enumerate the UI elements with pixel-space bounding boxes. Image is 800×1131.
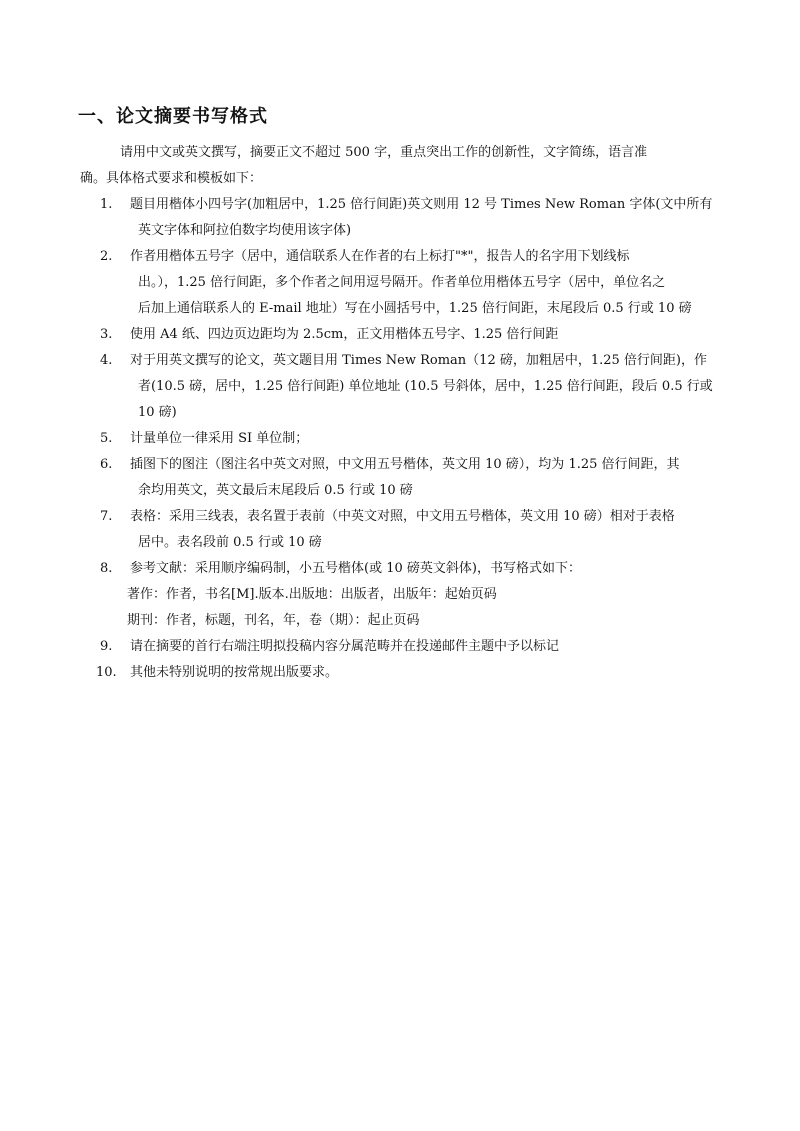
list-item-line: 作者用楷体五号字（居中，通信联系人在作者的右上标打"*"，报告人的名字用下划线标 bbox=[130, 249, 630, 264]
list-item-line: 居中。表名段前 0.5 行或 10 磅 bbox=[138, 535, 322, 550]
list-item-line: 余均用英文，英文最后末尾段后 0.5 行或 10 磅 bbox=[138, 483, 413, 498]
list-item-number: 4. bbox=[100, 353, 113, 368]
list-item bbox=[96, 660, 730, 686]
list-item-line: 插图下的图注（图注名中英文对照，中文用五号楷体，英文用 10 磅），均为 1.25 倍行间距，其 bbox=[130, 457, 680, 472]
format-requirements-list-tail bbox=[96, 634, 730, 686]
list-item-line: 请在摘要的首行右端注明拟投稿内容分属范畴并在投递邮件主题中予以标记 bbox=[130, 639, 560, 654]
list-item-number: 3. bbox=[100, 327, 113, 342]
list-item-number: 6. bbox=[100, 457, 113, 472]
intro-paragraph bbox=[80, 140, 730, 192]
list-item bbox=[100, 556, 730, 582]
list-item-number: 8. bbox=[100, 561, 113, 576]
list-item bbox=[100, 452, 730, 504]
intro-line-2: 确。具体格式要求和模板如下： bbox=[80, 171, 263, 186]
list-item-line: 计量单位一律采用 SI 单位制； bbox=[130, 431, 309, 446]
document-body bbox=[80, 140, 730, 686]
list-item-number: 7. bbox=[100, 509, 113, 524]
list-item-line: 使用 A4 纸、四边页边距均为 2.5cm，正文用楷体五号字、1.25 倍行间距 bbox=[130, 327, 559, 342]
list-item-number: 9. bbox=[100, 639, 113, 654]
list-item-line: 对于用英文撰写的论文，英文题目用 Times New Roman（12 磅，加粗居中，1.25 倍行间距)，作 bbox=[130, 353, 708, 368]
list-item-line: 英文字体和阿拉伯数字均使用该字体) bbox=[138, 223, 352, 238]
list-item-number: 1. bbox=[100, 197, 113, 212]
list-item-line: 者(10.5 磅，居中，1.25 倍行间距) 单位地址 (10.5 号斜体，居中，1.25 倍行间距，段后 0.5 行或 bbox=[138, 379, 713, 394]
section-heading: 一、论文摘要书写格式 bbox=[78, 106, 268, 127]
list-item-number: 2. bbox=[100, 249, 113, 264]
list-item bbox=[100, 426, 730, 452]
list-item bbox=[100, 504, 730, 556]
list-item-line: 其他未特别说明的按常规出版要求。 bbox=[130, 665, 339, 680]
list-item-number: 5. bbox=[100, 431, 113, 446]
reference-example-book: 著作：作者，书名[M].版本.出版地：出版者，出版年：起始页码 bbox=[127, 587, 497, 602]
list-item-line: 出。），1.25 倍行间距，多个作者之间用逗号隔开。作者单位用楷体五号字（居中，单位名之 bbox=[138, 275, 666, 290]
reference-example-journal: 期刊：作者，标题，刊名，年，卷（期）：起止页码 bbox=[127, 613, 420, 628]
list-item bbox=[100, 322, 730, 348]
format-requirements-list bbox=[100, 192, 730, 582]
list-item bbox=[100, 192, 730, 244]
list-item bbox=[100, 244, 730, 322]
list-item-number: 10. bbox=[96, 665, 117, 680]
list-item-line: 参考文献：采用顺序编码制，小五号楷体(或 10 磅英文斜体)，书写格式如下： bbox=[130, 561, 581, 576]
list-item bbox=[100, 348, 730, 426]
list-item-line: 后加上通信联系人的 E-mail 地址）写在小圆括号中，1.25 倍行间距，末尾段后 0.5 行或 10 磅 bbox=[138, 301, 692, 316]
list-item-line: 10 磅) bbox=[138, 405, 177, 420]
list-item-line: 表格：采用三线表，表名置于表前（中英文对照，中文用五号楷体，英文用 10 磅）相对于表格 bbox=[130, 509, 675, 524]
list-item-line: 题目用楷体小四号字(加粗居中，1.25 倍行间距)英文则用 12 号 Times New Roman 字体(文中所有 bbox=[130, 197, 713, 212]
intro-line-1: 请用中文或英文撰写，摘要正文不超过 500 字，重点突出工作的创新性，文字简练，语言准 bbox=[120, 145, 648, 160]
list-item bbox=[100, 634, 730, 660]
